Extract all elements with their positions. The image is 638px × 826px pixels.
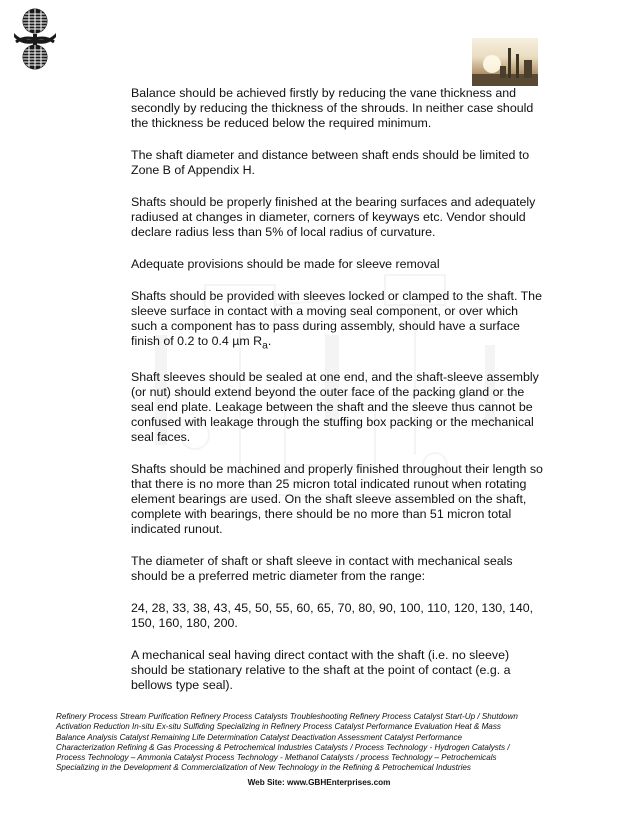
paragraph-seal-diameter: The diameter of shaft or shaft sleeve in contact with mechanical seals should be a preferred metric diameter from the range: — [131, 554, 513, 584]
paragraph-runout: Shafts should be machined and properly finished throughout their length so that there is no more than 25 micron total indicated runout when rotating element bearings are used. On the shaft sleeve assembled on the shaft, complete with bearings, there should be no more than 51 micron total indicated runout. — [131, 462, 543, 537]
paragraph-shaft-diameter: The shaft diameter and distance between shaft ends should be limited to Zone B of Appendix H. — [131, 148, 530, 177]
footer-line: Process Technology – Ammonia Catalyst Process Technology - Methanol Catalysts / process Technology – Petrochemicals — [56, 753, 497, 763]
refinery-photo — [472, 38, 538, 86]
footer-line: Characterization Refining & Gas Processing & Petrochemical Industries Catalysts / Process Technology - Hydrogen Catalysts / — [56, 742, 510, 752]
sleeves-period: . — [267, 334, 272, 348]
footer-services — [56, 712, 556, 774]
paragraph-sleeves — [131, 289, 546, 353]
paragraph-sleeve-removal: Adequate provisions should be made for sleeve removal — [131, 257, 440, 271]
paragraph-diameter-range: 24, 28, 33, 38, 43, 45, 50, 55, 60, 65, 70, 80, 90, 100, 110, 120, 130, 140, 150, 160, 180, 200. — [131, 601, 534, 631]
footer-line: Activation Reduction In-situ Ex-situ Sulfiding Specializing in Refinery Process Catalyst Performance Evaluation Heat & Mass — [56, 722, 501, 732]
website-link[interactable]: Web Site: www.GBHEnterprises.com — [247, 778, 391, 787]
footer-line: Specializing in the Development & Commercialization of New Technology in the Refining & Petrochemical Industries — [56, 763, 471, 773]
sleeves-text: Shafts should be provided with sleeves locked or clamped to the shaft. The sleeve surface in contact with a moving seal component, or over which such a component has to pass during assembly, should have a surface finish of 0.2 to 0.4 µm R — [131, 289, 542, 348]
paragraph-sleeve-sealing: Shaft sleeves should be sealed at one end, and the shaft-sleeve assembly (or nut) should extend beyond the outer face of the packing gland or the seal end plate. Leakage between the shaft and the sleeve thus cannot be confused with leakage through the stuffing box packing or the mechanical seal faces. — [131, 370, 539, 445]
paragraph-mechanical-seal: A mechanical seal having direct contact with the shaft (i.e. no sleeve) should be stationary relative to the shaft at the point of contact (e.g. a bellows type seal). — [131, 648, 511, 693]
footer-line: Refinery Process Stream Purification Refinery Process Catalysts Troubleshooting Refinery Process Catalyst Start-Up / Shutdown — [56, 712, 518, 721]
paragraph-balance: Balance should be achieved firstly by reducing the vane thickness and secondly by reducing the thickness of the shrouds. In neither case should the thickness be reduced below the required minimum. — [131, 86, 534, 130]
paragraph-shaft-finish: Shafts should be properly finished at the bearing surfaces and adequately radiused at changes in diameter, corners of keyways etc. Vendor should declare radius less than 5% of local radius of curvature. — [131, 195, 536, 239]
roughness-subscript: a — [262, 340, 268, 352]
footer-line: Balance Analysis Catalyst Remaining Life Determination Catalyst Deactivation Assessment Catalyst Performance — [56, 732, 463, 742]
body-text — [131, 86, 546, 710]
company-logo-icon — [12, 6, 58, 72]
